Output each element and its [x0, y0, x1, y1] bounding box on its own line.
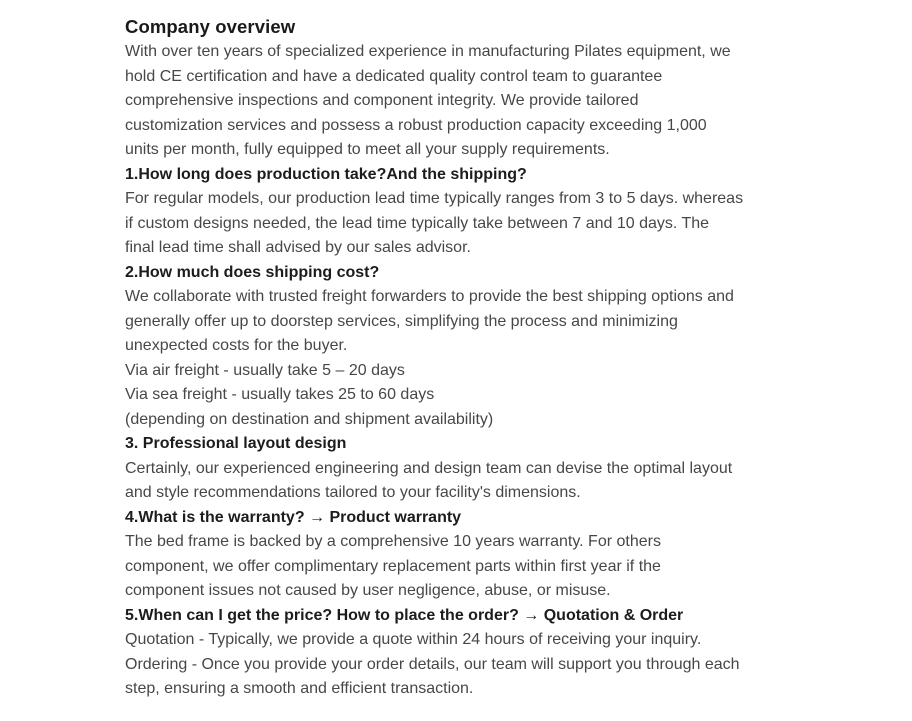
faq-answer-line: (depending on destination and shipment availability): [125, 410, 494, 428]
faq-answer-line: component, we offer complimentary replacement parts within first year if the: [125, 557, 661, 575]
faq-question: 4.What is the warranty? → Product warranty: [125, 508, 462, 526]
faq-item-production-time: [125, 163, 800, 261]
faq-item-warranty: [125, 506, 800, 604]
faq-answer-line: if custom designs needed, the lead time typically take between 7 and 10 days. The: [125, 214, 710, 232]
faq-question: 3. Professional layout design: [125, 435, 347, 452]
faq-answer-line: Via air freight - usually take 5 – 20 days: [125, 361, 405, 379]
faq-answer-line: and style recommendations tailored to your facility's dimensions.: [125, 484, 581, 501]
faq-item-price-and-order: [125, 604, 800, 702]
text-line: hold CE certification and have a dedicated quality control team to guarantee: [125, 67, 663, 85]
faq-answer-line: The bed frame is backed by a comprehensive 10 years warranty. For others: [125, 533, 661, 550]
faq-question: 1.How long does production take?And the shipping?: [125, 165, 527, 183]
faq-answer-line: Certainly, our experienced engineering and design team can devise the optimal layout: [125, 459, 733, 477]
faq-question: 5.When can I get the price? How to place the order? → Quotation & Order: [125, 606, 684, 624]
faq-answer-line: generally offer up to doorstep services, simplifying the process and minimizing: [125, 312, 678, 330]
faq-answer-line: We collaborate with trusted freight forwarders to provide the best shipping options and: [125, 288, 734, 305]
faq-item-shipping-cost: [125, 261, 800, 433]
faq-answer-line: Quotation - Typically, we provide a quote within 24 hours of receiving your inquiry.: [125, 631, 702, 648]
faq-answer-line: Ordering - Once you provide your order details, our team will support you through each: [125, 655, 740, 673]
faq-question: 2.How much does shipping cost?: [125, 263, 380, 281]
faq-answer-line: unexpected costs for the buyer.: [125, 337, 348, 354]
faq-answer-line: final lead time shall advised by our sales advisor.: [125, 239, 471, 256]
faq-item-layout-design: [125, 432, 800, 506]
text-line: comprehensive inspections and component integrity. We provide tailored: [125, 92, 639, 109]
intro-paragraph: [125, 40, 800, 163]
faq-answer-line: For regular models, our production lead time typically ranges from 3 to 5 days. whereas: [125, 190, 744, 207]
text-line: customization services and possess a robust production capacity exceeding 1,000: [125, 116, 707, 134]
section-title: Company overview: [125, 16, 296, 37]
faq-answer-line: step, ensuring a smooth and efficient transaction.: [125, 680, 474, 697]
faq-answer-line: Via sea freight - usually takes 25 to 60 days: [125, 386, 435, 403]
text-line: units per month, fully equipped to meet all your supply requirements.: [125, 141, 610, 158]
faq-answer-line: component issues not caused by user negligence, abuse, or misuse.: [125, 582, 611, 599]
text-line: With over ten years of specialized experience in manufacturing Pilates equipment, we: [125, 43, 731, 60]
